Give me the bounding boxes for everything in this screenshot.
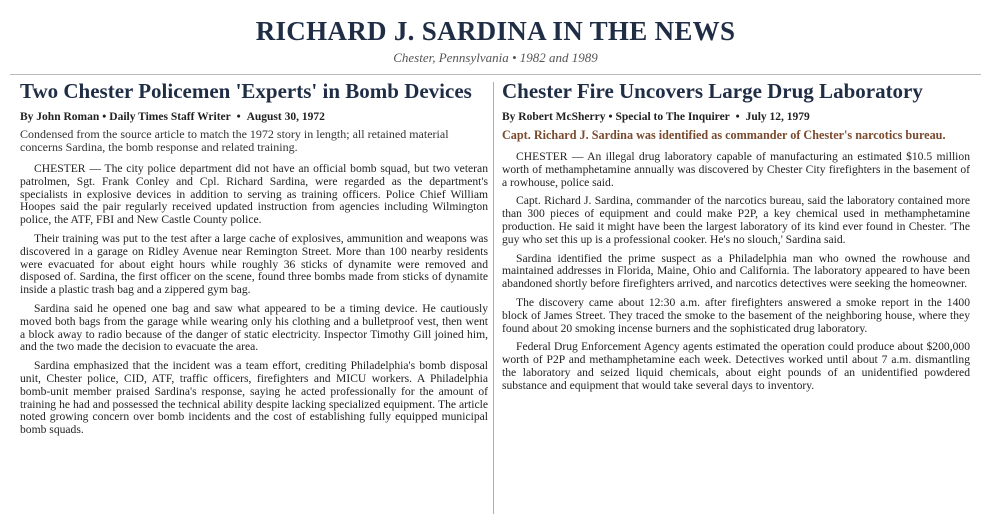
article-paragraph: The discovery came about 12:30 a.m. after firefighters answered a smoke report in the 1400 block of James Street. They traced the smoke to the basement of the neighboring house, where they found about 20 smoking incense burners and the sophisticated drug laboratory. <box>502 295 970 335</box>
article-paragraph: Sardina said he opened one bag and saw what appeared to be a timing device. He cautiously moved both bags from the garage while wearing only his clothing and a bulletproof vest, then went a block away to radio because of the danger of static electricity. Inspector Timothy Gill joined him, and the two made the decision to evacuate the area. <box>20 301 488 354</box>
column-divider <box>493 82 494 514</box>
article-right <box>502 80 970 514</box>
article-paragraph: Sardina identified the prime suspect as a Philadelphia man who owned the rowhouse and maintained addresses in Florida, Maine, Ohio and California. The laboratory appeared to have been abandoned shortly before firefighters arrived, and narcotics detectives were seeking the homeowner. <box>502 251 970 291</box>
article-paragraph: Federal Drug Enforcement Agency agents estimated the operation could produce about $200,000 worth of P2P and methamphetamine each week. Detectives worked until about 7 a.m. dismantling the laboratory and seized liquid chemicals, about eight pounds of an unidentified powdered substance and equipment that would take several days to inventory. <box>502 340 970 392</box>
article-body <box>502 151 970 393</box>
article-callout: Capt. Richard J. Sardina was identified as commander of Chester's narcotics bureau. <box>502 128 946 142</box>
article-byline <box>502 110 970 124</box>
article-body <box>20 163 488 437</box>
byline-separator: • <box>233 111 244 123</box>
article-columns <box>0 80 991 514</box>
article-headline: Two Chester Policemen 'Experts' in Bomb Devices <box>20 79 472 103</box>
page-subtitle: Chester, Pennsylvania • 1982 and 1989 <box>393 50 598 65</box>
article-paragraph: CHESTER — The city police department did not have an official bomb squad, but two veteran patrolmen, Sgt. Frank Conley and Cpl. Richard Sardina, were regarded as the department's specialists in explosive devices in addition to serving as training officers. Police Chief William Hoopes said the pair regularly received updated instruction from agencies including Wilmington police, the ATF, FBI and New Castle County police. <box>20 162 488 227</box>
masthead-rule <box>10 74 981 75</box>
article-byline <box>20 110 488 124</box>
article-paragraph: Capt. Richard J. Sardina, commander of the narcotics bureau, said the laboratory contained more than 300 pieces of equipment and could make P2P, a key chemical used in methamphetamine production. He said it might have been the largest laboratory of its kind ever found in Chester. 'The guy who set this up is a professional cooker. He's no slouch,' Sardina said. <box>502 194 970 246</box>
byline-separator: • <box>102 111 107 123</box>
article-paragraph: CHESTER — An illegal drug laboratory capable of manufacturing an estimated $10.5 million worth of methamphetamine annually was discovered by Chester City firefighters in the basement of a rowhouse, police said. <box>502 150 970 189</box>
byline-date: July 12, 1979 <box>745 111 810 123</box>
byline-separator: • <box>732 111 743 123</box>
article-headline: Chester Fire Uncovers Large Drug Laboratory <box>502 79 923 103</box>
byline-separator: • <box>608 111 613 123</box>
article-left <box>20 80 488 514</box>
masthead <box>0 0 991 66</box>
article-paragraph: Sardina emphasized that the incident was a team effort, crediting Philadelphia's bomb disposal unit, Chester police, CID, ATF, traffic officers, firefighters and MICU workers. A Philadelphia bomb-unit member praised Sardina's response, saying he acted professionally for the amount of training he had and possessed the technical ability despite lacking specialized equipment. The article noted growing concern over bomb incidents and the cost of establishing fully equipped municipal bomb squads. <box>20 359 488 437</box>
byline-author: By Robert McSherry <box>502 111 606 123</box>
byline-outlet: Daily Times Staff Writer <box>109 111 231 123</box>
byline-outlet: Special to The Inquirer <box>615 111 730 123</box>
page-title: RICHARD J. SARDINA IN THE NEWS <box>255 16 736 46</box>
byline-date: August 30, 1972 <box>246 111 325 123</box>
article-note: Condensed from the source article to match the 1972 story in length; all retained material concerns Sardina, the bomb response and related training. <box>20 127 449 154</box>
byline-author: By John Roman <box>20 111 100 123</box>
article-paragraph: Their training was put to the test after a large cache of explosives, ammunition and weapons was discovered in a garage on Ridley Avenue near Remington Street. More than 100 nearby residents were evacuated for about eight hours while roughly 36 sticks of dynamite were removed and disposed of. Sardina, the first officer on the scene, found three bombs made from sticks of dynamite inside a plastic trash bag and a zippered gym bag. <box>20 231 488 297</box>
